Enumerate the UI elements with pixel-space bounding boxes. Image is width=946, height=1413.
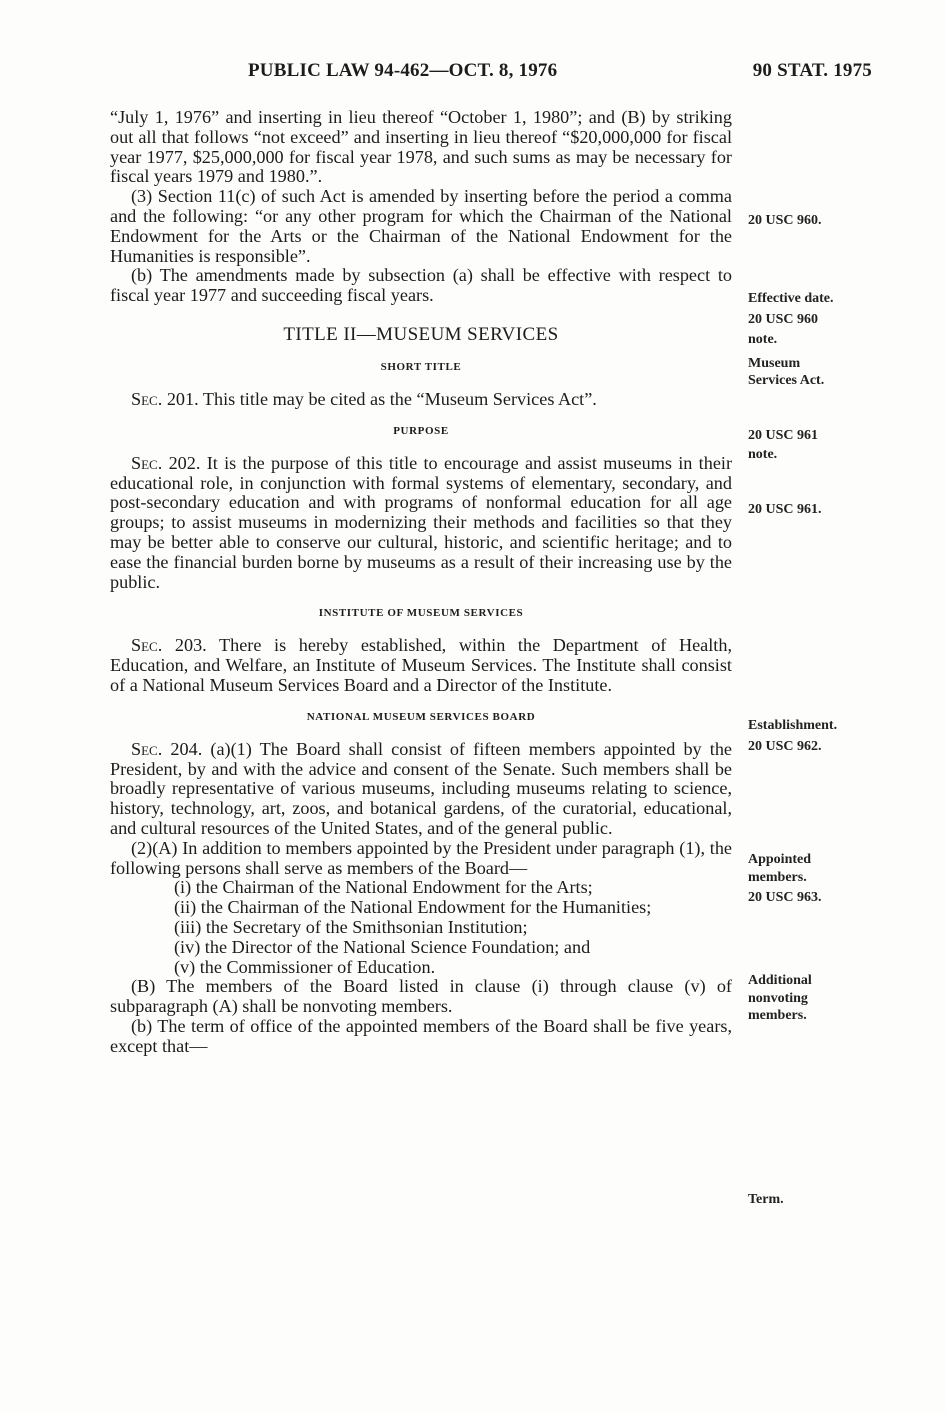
list-item: (i) the Chairman of the National Endowment for the Arts; xyxy=(174,877,593,898)
margin-note-effective-date: Effective date. xyxy=(748,291,834,306)
main-text xyxy=(110,108,732,1056)
section-text: 203. There is hereby established, within the Department of Health, Education, and Welfare, an Institute of Museum Services. The Institute shall consist of a National Museum Services Board and a Director of the Institute. xyxy=(110,635,732,695)
section-label: Sec. xyxy=(131,452,163,473)
margin-note-establishment: Establishment. xyxy=(748,718,838,733)
margin-note-citation: 20 USC 960 xyxy=(748,312,819,327)
margin-note-20usc962: 20 USC 962. xyxy=(748,739,822,754)
section-label: Sec. xyxy=(131,388,163,409)
heading-board: NATIONAL MUSEUM SERVICES BOARD xyxy=(306,710,536,723)
list-item: (v) the Commissioner of Education. xyxy=(174,956,436,977)
section-text: 204. (a)(1) The Board shall consist of fifteen members appointed by the President, by and with the advice and consent of the Senate. Such members shall be broadly representative of various museums, including museums relating to science, history, technology, art, zoos, and botanical gardens, of the curatorial, educational, and cultural resources of the United States, and of the general public. xyxy=(110,738,732,838)
title-ii-heading: TITLE II—MUSEUM SERVICES xyxy=(283,323,559,345)
paragraph-a2: (2)(A) In addition to members appointed by the President under paragraph (1), the following persons shall serve as members of the Board— xyxy=(110,837,732,878)
paragraph-continued: “July 1, 1976” and inserting in lieu thereof “October 1, 1980”; and (B) by striking out all that follows “not exceed” and inserting in lieu thereof “$20,000,000 for fiscal year 1977, $25,000,000 for fiscal year 1978, and such sums as may be necessary for fiscal years 1979 and 1980.”. xyxy=(110,107,732,187)
paragraph-section-11c: (3) Section 11(c) of such Act is amended by inserting before the period a comma and the following: “or any other program for which the Chairman of the National Endowment for the Arts or the Chairman of the National Endowment for the Humanities is responsible”. xyxy=(110,186,732,266)
margin-note-20usc960: 20 USC 960. xyxy=(748,213,822,228)
margin-note-20usc961-note: note. xyxy=(748,447,778,462)
section-203 xyxy=(110,636,732,695)
margin-note-additional-nonvoting: members. xyxy=(748,1008,807,1023)
running-header-page-ref: 90 STAT. 1975 xyxy=(752,60,872,81)
section-202 xyxy=(110,454,732,593)
section-text: 202. It is the purpose of this title to encourage and assist museums in their educational role, in conjunction with formal systems of elementary, secondary, and post-secondary education and with programs of nonformal education for all age groups; to assist museums in modernizing their methods and facilities so that they may be better able to conserve our cultural, historic, and scientific heritage; and to ease the financial burden borne by museums as a result of their increasing use by the public. xyxy=(110,452,732,592)
running-header-title: PUBLIC LAW 94-462—OCT. 8, 1976 xyxy=(248,60,558,81)
section-label: Sec. xyxy=(131,635,163,656)
margin-note-additional-nonvoting: nonvoting xyxy=(748,991,808,1006)
margin-note-term: Term. xyxy=(748,1192,784,1207)
heading-short-title: SHORT TITLE xyxy=(380,360,462,373)
section-201 xyxy=(110,390,732,410)
margin-note-additional-nonvoting: Additional xyxy=(748,973,812,988)
section-label: Sec. xyxy=(131,738,163,759)
margin-note-museum-services-act: Services Act. xyxy=(748,373,825,388)
margin-note-appointed-members: Appointed xyxy=(748,852,812,867)
paragraph-term: (b) The term of office of the appointed members of the Board shall be five years, except that— xyxy=(110,1015,732,1056)
list-item: (ii) the Chairman of the National Endowment for the Humanities; xyxy=(174,897,652,918)
margin-note-20usc963: 20 USC 963. xyxy=(748,890,822,905)
margin-note-20usc961: 20 USC 961. xyxy=(748,502,822,517)
heading-institute: INSTITUTE OF MUSEUM SERVICES xyxy=(318,607,524,620)
list-item: (iii) the Secretary of the Smithsonian Institution; xyxy=(174,916,528,937)
margin-note-appointed-members: members. xyxy=(748,870,807,885)
paragraph-b-nonvoting: (B) The members of the Board listed in clause (i) through clause (v) of subparagraph (A) shall be nonvoting members. xyxy=(110,976,732,1017)
paragraph-effective-date: (b) The amendments made by subsection (a) shall be effective with respect to fiscal year 1977 and succeeding fiscal years. xyxy=(110,265,732,306)
margin-note-museum-services-act: Museum xyxy=(748,356,801,371)
list-item: (iv) the Director of the National Science Foundation; and xyxy=(174,936,591,957)
section-text: 201. This title may be cited as the “Museum Services Act”. xyxy=(162,388,597,409)
margin-note-20usc961-note: 20 USC 961 xyxy=(748,428,819,443)
section-204 xyxy=(110,740,732,839)
margin-note-citation: note. xyxy=(748,332,778,347)
heading-purpose: PURPOSE xyxy=(393,424,449,437)
